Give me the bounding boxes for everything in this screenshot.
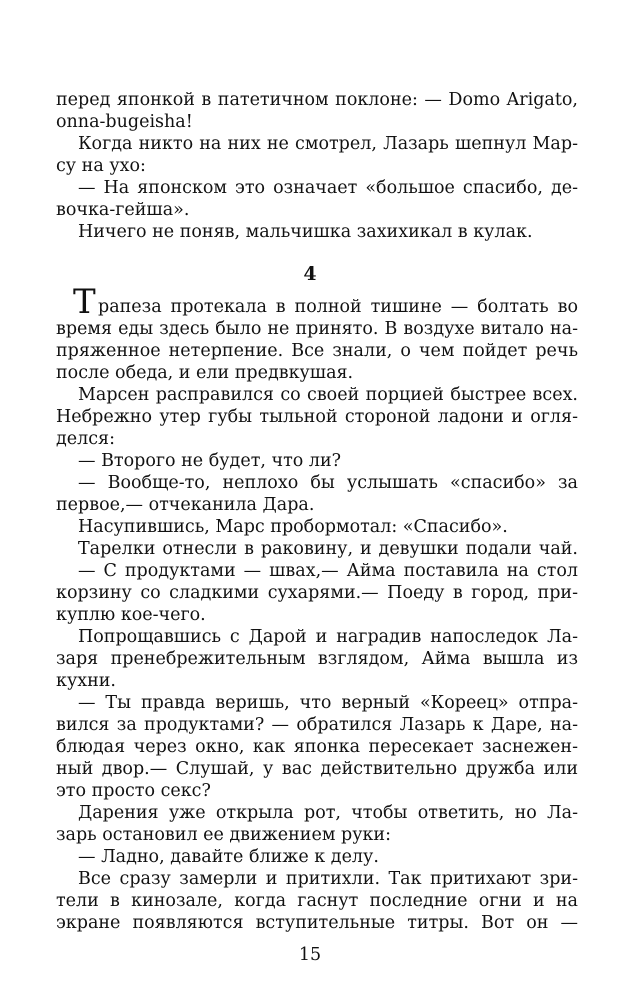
text-line: вился за продуктами? — обратился Лазарь к Даре, на- <box>56 715 578 735</box>
text-line: — Вообще-то, неплохо бы услышать «спасибо» за <box>78 473 578 493</box>
text-line: время еды здесь было не принято. В воздухе витало на- <box>56 319 578 339</box>
text-line: рапеза протекала в полной тишине — болтать во <box>98 297 578 317</box>
text-line: — Ладно, давайте ближе к делу. <box>78 847 379 867</box>
text-line: су на ухо: <box>56 156 146 176</box>
text-line: — С продуктами — швах,— Айма поставила на стол <box>78 561 578 581</box>
text-line: перед японкой в патетичном поклоне: — Domo Arigato, <box>56 90 578 110</box>
text-line: Дарения уже открыла рот, чтобы ответить, но Ла- <box>78 803 578 823</box>
text-line: корзину со сладкими сухарями.— Поеду в город, при- <box>56 583 578 603</box>
text-line: пряженное нетерпение. Все знали, о чем пойдет речь <box>56 341 578 361</box>
text-line: первое,— отчеканила Дара. <box>56 495 315 515</box>
text-line: зарь остановил ее движением руки: <box>56 825 391 845</box>
text-line: Насупившись, Марс пробормотал: «Спасибо». <box>78 517 508 537</box>
text-line: Когда никто на них не смотрел, Лазарь шепнул Мар- <box>78 134 578 154</box>
text-line: вочка-гейша». <box>56 200 190 220</box>
drop-cap: Т <box>73 282 96 322</box>
text-line: — Второго не будет, что ли? <box>78 451 342 471</box>
text-line: Тарелки отнесли в раковину, и девушки подали чай. <box>78 539 578 559</box>
text-line: — Ты правда веришь, что верный «Кореец» отпра- <box>78 693 578 713</box>
text-line: после обеда, и ели предвкушая. <box>56 363 354 383</box>
text-line: заря пренебрежительным взглядом, Айма вышла из <box>56 649 578 669</box>
text-line: Марсен расправился со своей порцией быстрее всех. <box>78 385 578 405</box>
text-line: Попрощавшись с Дарой и наградив напоследок Ла- <box>78 627 578 647</box>
text-line: кухни. <box>56 671 116 691</box>
text-line: делся: <box>56 429 115 449</box>
text-line: это просто секс? <box>56 781 211 801</box>
text-line: Ничего не поняв, мальчишка захихикал в кулак. <box>78 222 533 242</box>
text-line: onna-bugeisha! <box>56 112 193 132</box>
text-line: — На японском это означает «большое спасибо, де- <box>78 178 578 198</box>
text-line: тели в кинозале, когда гаснут последние огни и на <box>56 891 578 911</box>
text-line: куплю кое-чего. <box>56 605 206 625</box>
chapter-number: 4 <box>303 263 317 285</box>
text-line: Все сразу замерли и притихли. Так притихают зри- <box>78 869 578 889</box>
text-line: экране появляются вступительные титры. Вот он — <box>56 913 578 933</box>
text-line: блюдая через окно, как японка пересекает заснежен- <box>56 737 578 757</box>
text-line: Небрежно утер губы тыльной стороной ладони и огля- <box>56 407 578 427</box>
text-line: ный двор.— Слушай, у вас действительно дружба или <box>56 759 578 779</box>
page-number: 15 <box>298 945 322 965</box>
